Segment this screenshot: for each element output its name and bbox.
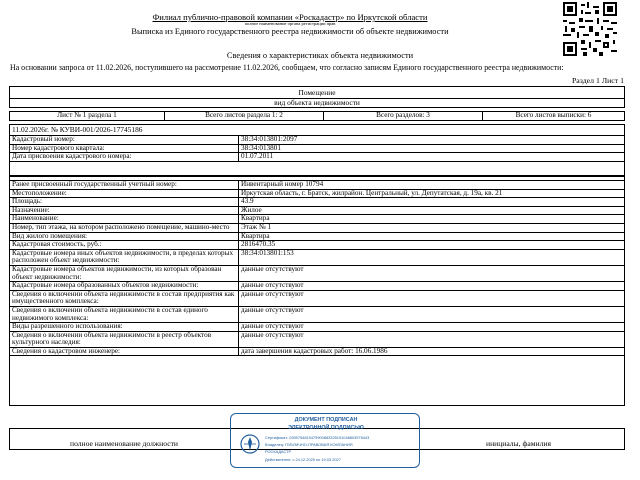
- stamp-owner: Владелец: ПУБЛИЧНО-ПРАВОВАЯ КОМПАНИЯ: [265, 442, 353, 447]
- row-label: Сведения о включении объекта недвижимости в реестр объектов культурного наследия:: [10, 331, 239, 347]
- row-value: Этаж № 1: [239, 223, 625, 232]
- row-value: данные отсутствуют: [239, 282, 625, 291]
- row-value: данные отсутствуют: [239, 331, 625, 347]
- row-label: Назначение:: [10, 206, 239, 215]
- stamp-validity: Действителен: с 24.12.2025 по 19.03.2027: [265, 457, 341, 462]
- row-label: Вид жилого помещения:: [10, 232, 239, 241]
- row-label: Сведения о включении объекта недвижимости в состав единого недвижимого комплекса:: [10, 306, 239, 322]
- document-type: Выписка из Единого государственного реестра недвижимости об объекте недвижимости: [131, 27, 449, 36]
- object-kind-caption: вид объекта недвижимости: [274, 98, 360, 107]
- row-label: Виды разрешенного использования:: [10, 323, 239, 332]
- sheet-total-section: Всего листов раздела 1: 2: [165, 112, 324, 121]
- row-value: Квартира: [239, 232, 625, 241]
- row-value: 2816470.35: [239, 241, 625, 250]
- org-name-caption: полное наименование органа регистрации прав: [244, 21, 336, 26]
- row-label: Наименование:: [10, 215, 239, 224]
- table-row: [10, 249, 625, 265]
- table-row: [10, 282, 625, 291]
- row-value: данные отсутствуют: [239, 290, 625, 306]
- row-label: Кадастровая стоимость, руб.:: [10, 241, 239, 250]
- row-label: Сведения о кадастровом инженере:: [10, 347, 239, 356]
- row-label: Местоположение:: [10, 189, 239, 198]
- row-value: 38:34:013801:153: [239, 249, 625, 265]
- table-row: [10, 331, 625, 347]
- row-value: 01.07.2011: [239, 153, 625, 162]
- sections-total: Всего разделов: 3: [324, 112, 483, 121]
- row-value: 43.9: [239, 198, 625, 207]
- characteristics-table: [9, 180, 625, 356]
- table-row: [10, 290, 625, 306]
- cadastral-table: [9, 135, 625, 162]
- stamp-line-1: ДОКУМЕНТ ПОДПИСАН: [294, 417, 358, 423]
- table-row: [10, 323, 625, 332]
- row-value: данные отсутствуют: [239, 265, 625, 281]
- name-caption: инициалы, фамилия: [486, 439, 551, 448]
- position-caption: полное наименование должности: [70, 439, 178, 448]
- table-row: [10, 232, 625, 241]
- row-label: Кадастровые номера образованных объектов недвижимости:: [10, 282, 239, 291]
- row-value: Иркутская область, г. Братск, жилрайон. Центральный, ул. Депутатская, д. 19а, кв. 21: [239, 189, 625, 198]
- table-row: [10, 189, 625, 198]
- org-name: Филиал публично-правовой компании «Роскадастр» по Иркутской области: [152, 12, 428, 22]
- row-label: Площадь:: [10, 198, 239, 207]
- emblem-icon: [239, 432, 261, 460]
- object-kind: Помещение: [298, 88, 336, 97]
- row-label: Кадастровый номер:: [10, 136, 239, 145]
- table-row: [10, 241, 625, 250]
- object-kind-box: [9, 86, 625, 108]
- row-value: Инвентарный номер 10794: [239, 181, 625, 190]
- record-id: 11.02.2026г. № КУВИ-001/2026-17745186: [12, 125, 143, 134]
- row-value: данные отсутствуют: [239, 306, 625, 322]
- row-value: Квартира: [239, 215, 625, 224]
- row-value: 38:34:013801:2097: [239, 136, 625, 145]
- row-label: Номер, тип этажа, на котором расположено помещение, машино-место: [10, 223, 239, 232]
- row-value: данные отсутствуют: [239, 323, 625, 332]
- table-row: [10, 136, 625, 145]
- table-row: [10, 223, 625, 232]
- table-row: [10, 306, 625, 322]
- table-row: [10, 198, 625, 207]
- row-value: 38:34:013801: [239, 144, 625, 153]
- section-title: Сведения о характеристиках объекта недвижимости: [226, 51, 414, 60]
- table-row: [10, 206, 625, 215]
- table-row: [10, 347, 625, 356]
- row-value: дата завершения кадастровых работ: 16.06.1986: [239, 347, 625, 356]
- sheets-total: Всего листов выписки: 6: [483, 112, 625, 121]
- stamp-certificate: Сертификат: 0399754819479900883325191048803978443: [265, 435, 370, 440]
- row-label: Кадастровые номера иных объектов недвижимости, в пределах которых расположен объект недвижимости:: [10, 249, 239, 265]
- row-label: Сведения о включении объекта недвижимости в состав предприятия как имущественного комплекса:: [10, 290, 239, 306]
- intro-text: На основании запроса от 11.02.2026, поступившего на рассмотрение 11.02.2026, сообщаем, что согласно записям Единого государственного реестра недвижимости:: [10, 63, 564, 72]
- stamp-owner-name: РОСКАДАСТР: [265, 449, 292, 454]
- row-label: Номер кадастрового квартала:: [10, 144, 239, 153]
- row-label: Дата присвоения кадастрового номера:: [10, 153, 239, 162]
- e-signature-stamp: [230, 413, 420, 468]
- row-label: Кадастровые номера объектов недвижимости, из которых образован объект недвижимости:: [10, 265, 239, 281]
- row-label: Ранее присвоенный государственный учетный номер:: [10, 181, 239, 190]
- table-row: [10, 153, 625, 162]
- section-page-label: Раздел 1 Лист 1: [571, 76, 624, 85]
- table-row: [10, 181, 625, 190]
- row-value: Жилое: [239, 206, 625, 215]
- table-row: [10, 265, 625, 281]
- sheet-number: Лист № 1 раздела 1: [10, 112, 165, 121]
- qr-code-icon: [563, 2, 617, 56]
- stamp-line-2: ЭЛЕКТРОННОЙ ПОДПИСЬЮ: [288, 425, 364, 431]
- sheet-info-row: [9, 111, 625, 121]
